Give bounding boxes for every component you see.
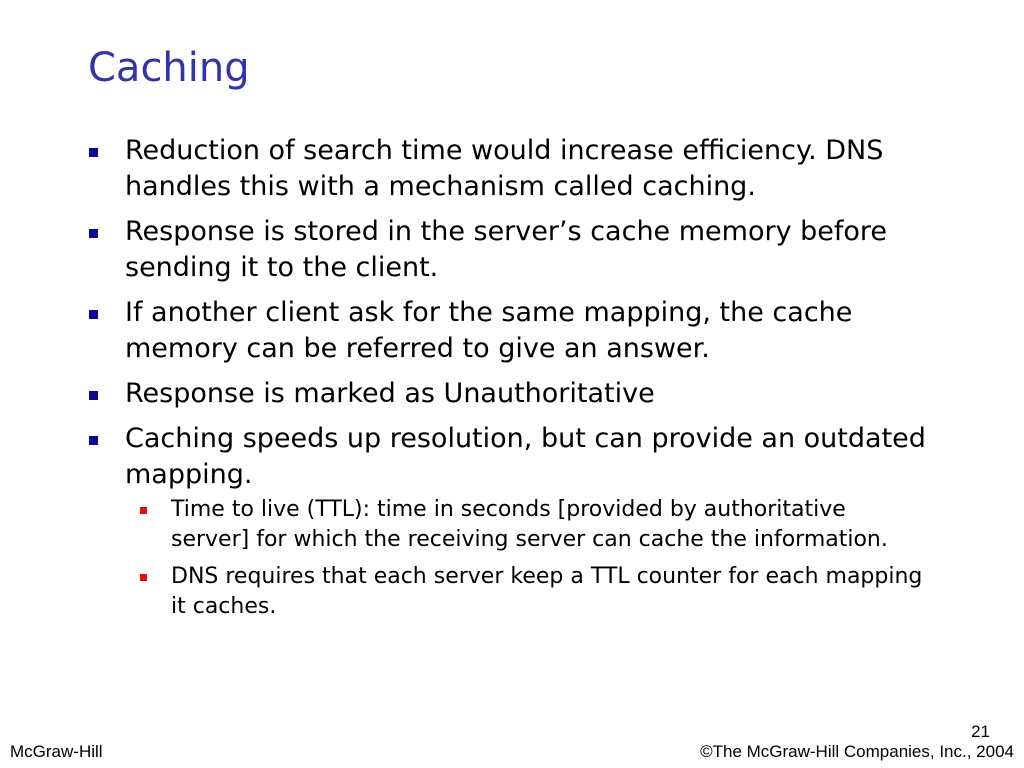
sub-bullet-item [0, 562, 931, 622]
footer-copyright: ©The McGraw-Hill Companies, Inc., 2004 [700, 742, 1014, 761]
bullet-item [0, 421, 955, 493]
square-bullet-icon [89, 148, 98, 157]
square-bullet-icon [89, 310, 98, 319]
bullet-item [0, 295, 955, 367]
square-bullet-icon [89, 229, 98, 238]
bullet-text: Response is stored in the server’s cache memory before sending it to the client. [125, 216, 888, 283]
page-number: 21 [971, 722, 990, 741]
bullet-item [0, 214, 955, 286]
bullet-text: Reduction of search time would increase efficiency. DNS handles this with a mechanism called caching. [125, 135, 884, 202]
square-bullet-icon [89, 391, 98, 400]
bullet-text: Response is marked as Unauthoritative [125, 378, 655, 409]
square-sub-bullet-icon [140, 574, 147, 581]
sub-bullet-text: DNS requires that each server keep a TTL counter for each mapping it caches. [171, 564, 923, 619]
sub-bullet-text: Time to live (TTL): time in seconds [provided by authoritative server] for which the receiving server can cache the information. [171, 497, 888, 552]
bullet-text: Caching speeds up resolution, but can provide an outdated mapping. [125, 423, 926, 490]
square-bullet-icon [89, 436, 98, 445]
bullet-list [0, 133, 1024, 629]
bullet-item [0, 376, 955, 412]
slide-title: Caching [88, 45, 250, 91]
square-sub-bullet-icon [140, 507, 147, 514]
bullet-item [0, 133, 955, 205]
bullet-text: If another client ask for the same mapping, the cache memory can be referred to give an answer. [125, 297, 853, 364]
sub-bullet-item [0, 495, 931, 555]
footer-publisher: McGraw-Hill [10, 742, 103, 761]
